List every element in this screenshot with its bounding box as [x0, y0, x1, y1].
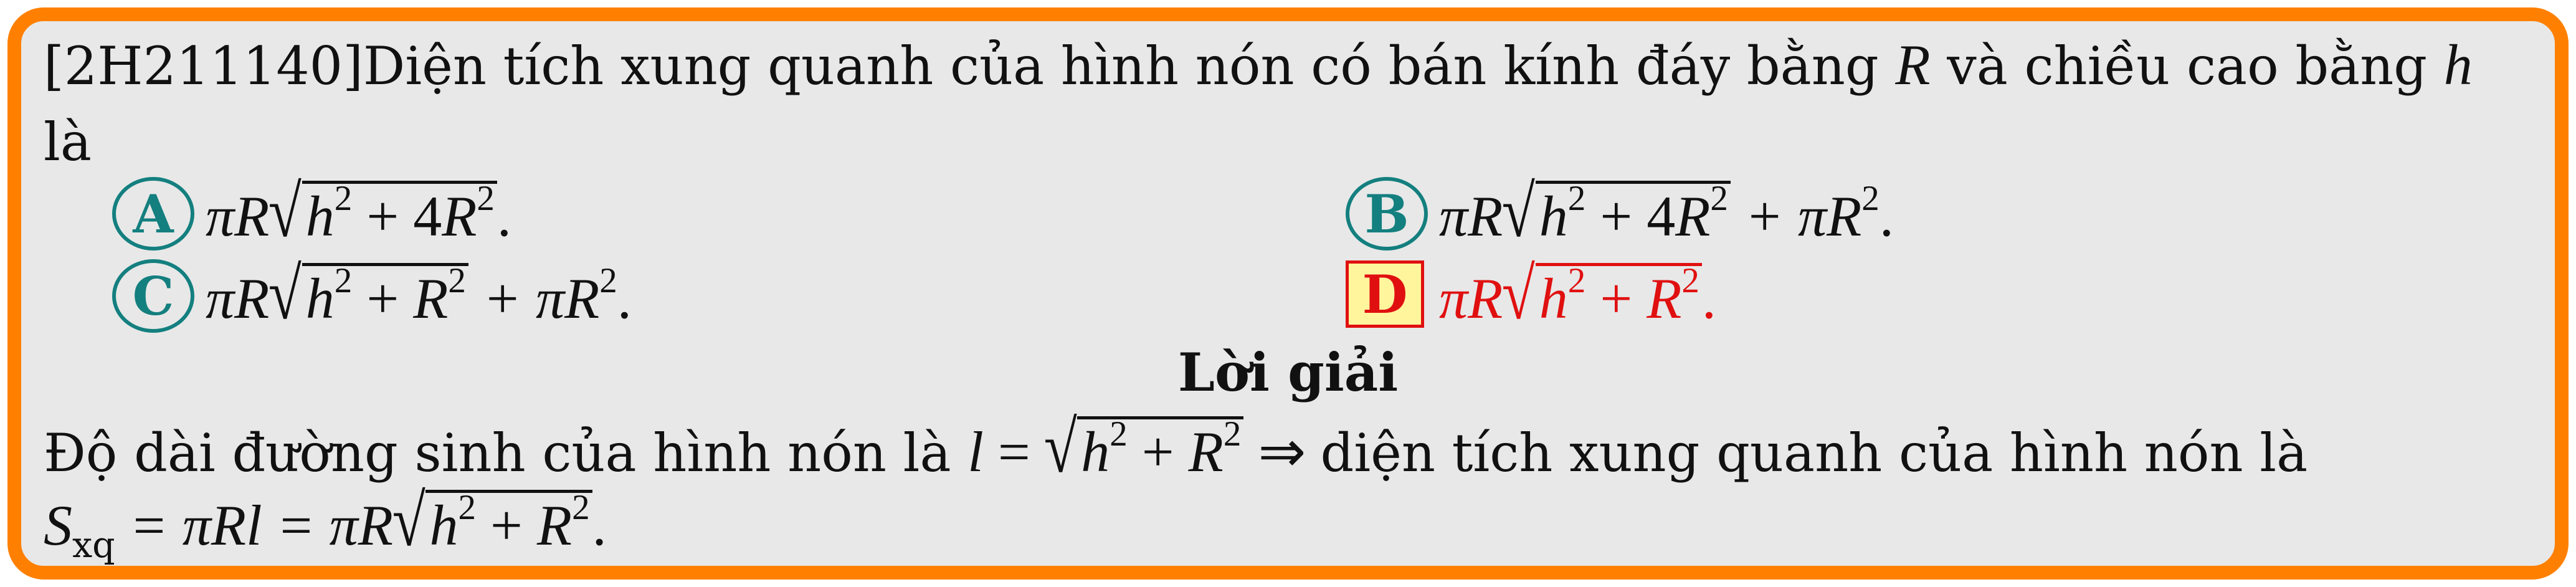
- solution-R-exp: 2: [1223, 414, 1242, 454]
- solution-S-sub: xq: [72, 524, 115, 566]
- solution-final-R-exp: 2: [572, 487, 590, 527]
- implies-arrow: ⇒: [1243, 420, 1321, 484]
- solution-S: S: [44, 494, 72, 557]
- solution-h: h: [1081, 420, 1110, 484]
- solution-final-R: R: [536, 494, 573, 557]
- option-d-R: R: [1647, 267, 1682, 330]
- option-a-coef: πR: [206, 184, 270, 248]
- solution-final-h: h: [429, 494, 459, 557]
- option-b-R: R: [1675, 184, 1711, 248]
- solution-sqrt: $√h^2 + R^2$: [1045, 416, 1244, 480]
- solution-text-1: Độ dài đường sinh của hình nón là: [44, 422, 968, 484]
- option-d-coef: πR: [1439, 267, 1503, 330]
- option-d-plus: +: [1585, 267, 1647, 330]
- option-b-sqrt: $√h^2 + 4R^2$: [1503, 181, 1731, 245]
- option-c-label: C: [132, 265, 174, 327]
- solution-line-2: [44, 479, 607, 566]
- option-a-sqrt: $√h^2 + 4R^2$: [269, 181, 497, 245]
- solution-final-h-exp: 2: [458, 487, 476, 527]
- var-h: h: [2443, 33, 2473, 97]
- option-c-tail-exp: 2: [599, 260, 617, 300]
- question-line-2: [44, 112, 92, 173]
- solution-plus: +: [1127, 420, 1189, 484]
- option-b-answer[interactable]: [1439, 170, 1894, 252]
- option-c-h: h: [305, 267, 335, 330]
- option-a-R: R: [442, 184, 477, 248]
- option-b-tail: + πR: [1730, 184, 1862, 248]
- solution-line-1: [44, 406, 2308, 488]
- option-c-marker[interactable]: [112, 259, 194, 333]
- option-a-h-exp: 2: [334, 178, 353, 218]
- option-c-coef: πR: [206, 267, 270, 330]
- option-c-answer[interactable]: [206, 252, 632, 335]
- option-c-sqrt: $√h^2 + R^2$: [269, 263, 468, 327]
- option-c-R: R: [413, 267, 449, 330]
- solution-final-plus: +: [476, 494, 537, 557]
- solution-text-rest: diện tích xung quanh của hình nón là: [1320, 422, 2308, 484]
- question-text-1: Diện tích xung quanh của hình nón có bán kính đáy bằng: [363, 36, 1896, 97]
- option-a-answer[interactable]: [206, 170, 511, 252]
- option-c-tail: + πR: [468, 267, 600, 330]
- option-d-end: .: [1701, 267, 1716, 330]
- solution-final-sqrt: $√h^2 + R^2$: [393, 490, 592, 554]
- option-d-h-exp: 2: [1567, 260, 1586, 300]
- option-c-end: .: [617, 267, 632, 330]
- option-a-label: A: [133, 183, 174, 245]
- option-a-marker[interactable]: [112, 177, 194, 251]
- solution-eq: =: [983, 420, 1045, 484]
- question-text-2: là: [44, 112, 92, 173]
- solution-h-exp: 2: [1110, 414, 1128, 454]
- solution-mid: = πRl = πR: [115, 494, 393, 557]
- option-c-h-exp: 2: [334, 260, 353, 300]
- option-d-answer[interactable]: [1439, 252, 1716, 335]
- var-R: R: [1895, 33, 1931, 97]
- option-b-label: B: [1364, 183, 1409, 245]
- question-text-and: và chiều cao bằng: [1930, 36, 2444, 97]
- question-line-1: [44, 33, 2473, 97]
- question-code: [2H211140]: [44, 36, 363, 97]
- solution-R: R: [1188, 420, 1224, 484]
- solution-l: l: [967, 420, 984, 484]
- option-c-plus: +: [352, 267, 414, 330]
- option-d-h: h: [1539, 267, 1568, 330]
- option-b-marker[interactable]: [1346, 177, 1428, 251]
- option-c-R-exp: 2: [448, 260, 466, 300]
- option-a-plus: + 4: [352, 184, 442, 248]
- option-b-plus: + 4: [1585, 184, 1676, 248]
- option-d-sqrt: $√h^2 + R^2$: [1503, 263, 1702, 327]
- option-b-tail-exp: 2: [1861, 178, 1880, 218]
- option-d-marker[interactable]: [1346, 260, 1424, 328]
- solution-end: .: [592, 494, 607, 557]
- option-a-R-exp: 2: [477, 178, 495, 218]
- option-b-end: .: [1879, 184, 1894, 248]
- option-a-h: h: [305, 184, 335, 248]
- option-a-end: .: [497, 184, 511, 248]
- option-d-label: D: [1362, 263, 1408, 325]
- option-b-h: h: [1539, 184, 1568, 248]
- option-d-R-exp: 2: [1681, 260, 1699, 300]
- option-b-R-exp: 2: [1710, 178, 1728, 218]
- solution-title: Lời giải: [1177, 341, 1399, 403]
- option-b-h-exp: 2: [1567, 178, 1586, 218]
- option-b-coef: πR: [1439, 184, 1503, 248]
